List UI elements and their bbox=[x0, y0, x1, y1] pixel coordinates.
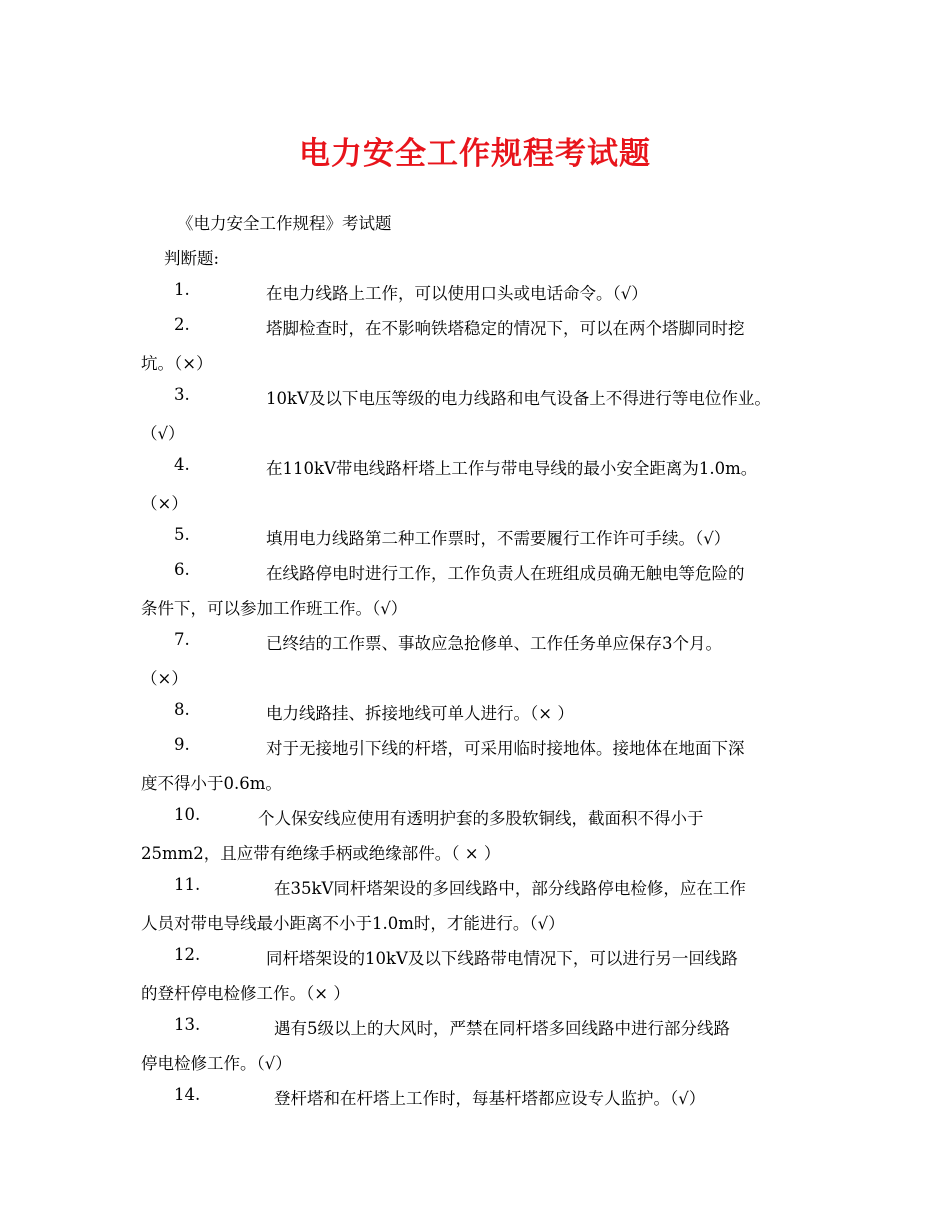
question-number: 5. bbox=[174, 525, 190, 544]
question-item bbox=[0, 315, 950, 373]
question-number: 9. bbox=[174, 735, 190, 754]
question-text-continuation: 条件下，可以参加工作班工作。（√） bbox=[141, 599, 408, 618]
question-number: 8. bbox=[174, 700, 190, 719]
question-item bbox=[0, 525, 950, 561]
section-label: 判断题: bbox=[164, 249, 220, 268]
question-number: 10. bbox=[174, 805, 201, 824]
question-number: 3. bbox=[174, 385, 190, 404]
question-text-continuation: 坑。（×） bbox=[141, 354, 213, 373]
document-subtitle: 《电力安全工作规程》考试题 bbox=[177, 214, 392, 233]
question-number: 4. bbox=[174, 455, 190, 474]
question-text: 塔脚检查时，在不影响铁塔稳定的情况下，可以在两个塔脚同时挖 bbox=[266, 319, 745, 338]
question-number: 1. bbox=[174, 280, 190, 299]
question-number: 13. bbox=[174, 1015, 201, 1034]
question-item bbox=[0, 455, 950, 513]
question-text: 已终结的工作票、事故应急抢修单、工作任务单应保存3个月。 bbox=[266, 634, 722, 653]
question-text-continuation: （×） bbox=[141, 669, 188, 688]
question-text-continuation: 人员对带电导线最小距离不小于1.0m时，才能进行。（√） bbox=[141, 914, 565, 933]
question-text-continuation: 停电检修工作。（√） bbox=[141, 1054, 292, 1073]
question-number: 11. bbox=[174, 875, 201, 894]
question-text: 遇有5级以上的大风时，严禁在同杆塔多回线路中进行部分线路 bbox=[274, 1019, 730, 1038]
question-item bbox=[0, 735, 950, 793]
question-item bbox=[0, 630, 950, 688]
question-text: 个人保安线应使用有透明护套的多股软铜线，截面积不得小于 bbox=[258, 809, 704, 828]
question-item bbox=[0, 700, 950, 736]
question-text: 登杆塔和在杆塔上工作时，每基杆塔都应设专人监护。（√） bbox=[274, 1089, 706, 1108]
question-number: 14. bbox=[174, 1085, 201, 1104]
question-text: 对于无接地引下线的杆塔，可采用临时接地体。接地体在地面下深 bbox=[266, 739, 745, 758]
question-text: 填用电力线路第二种工作票时，不需要履行工作许可手续。（√） bbox=[266, 529, 731, 548]
question-text: 在110kV带电线路杆塔上工作与带电导线的最小安全距离为1.0m。 bbox=[266, 459, 758, 478]
question-item bbox=[0, 280, 950, 316]
question-number: 2. bbox=[174, 315, 190, 334]
question-item bbox=[0, 1015, 950, 1073]
question-item bbox=[0, 385, 950, 443]
question-item bbox=[0, 875, 950, 933]
page-title: 电力安全工作规程考试题 bbox=[299, 136, 651, 172]
question-number: 6. bbox=[174, 560, 190, 579]
question-text: 同杆塔架设的10kV及以下线路带电情况下，可以进行另一回线路 bbox=[266, 949, 738, 968]
question-number: 12. bbox=[174, 945, 201, 964]
question-number: 7. bbox=[174, 630, 190, 649]
question-item bbox=[0, 560, 950, 618]
question-text: 10kV及以下电压等级的电力线路和电气设备上不得进行等电位作业。 bbox=[266, 389, 771, 408]
question-text-continuation: （×） bbox=[141, 494, 188, 513]
question-text-continuation: （√） bbox=[141, 424, 185, 443]
question-item bbox=[0, 805, 950, 863]
question-text-continuation: 的登杆停电检修工作。（× ） bbox=[141, 984, 350, 1003]
question-item bbox=[0, 945, 950, 1003]
question-text: 在线路停电时进行工作，工作负责人在班组成员确无触电等危险的 bbox=[266, 564, 745, 583]
question-text: 在电力线路上工作，可以使用口头或电话命令。（√） bbox=[266, 284, 648, 303]
question-text-continuation: 度不得小于0.6m。 bbox=[141, 774, 282, 793]
question-text: 电力线路挂、拆接地线可单人进行。（× ） bbox=[266, 704, 574, 723]
question-text: 在35kV同杆塔架设的多回线路中，部分线路停电检修，应在工作 bbox=[274, 879, 746, 898]
question-text-continuation: 25mm2，且应带有绝缘手柄或绝缘部件。（ × ） bbox=[141, 844, 501, 863]
question-item bbox=[0, 1085, 950, 1121]
